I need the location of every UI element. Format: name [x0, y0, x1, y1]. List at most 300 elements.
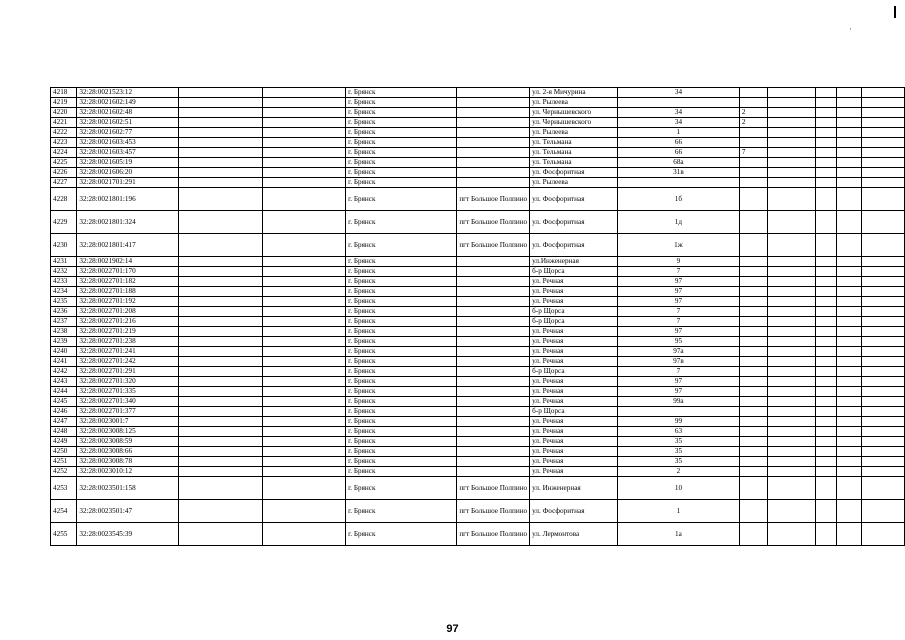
- empty-cell: [178, 523, 262, 546]
- settlement-cell: пгт Большое Полпино: [457, 523, 530, 546]
- empty-cell: [768, 138, 816, 148]
- empty-cell: [816, 168, 837, 178]
- empty-cell: [816, 211, 837, 234]
- cadastral-number-cell: 32:28:0022701:320: [77, 377, 179, 387]
- cadastral-number-cell: 32:28:0021902:14: [77, 257, 179, 267]
- street-cell: ул. Речная: [530, 427, 618, 437]
- street-cell: ул. Речная: [530, 337, 618, 347]
- scan-edge-mark: [894, 6, 896, 18]
- house-number-cell: 66: [618, 138, 740, 148]
- empty-cell: [768, 357, 816, 367]
- settlement-cell: [457, 168, 530, 178]
- empty-cell: [816, 427, 837, 437]
- city-cell: г. Брянск: [346, 307, 457, 317]
- building-cell: [739, 158, 767, 168]
- empty-cell: [836, 88, 861, 98]
- row-number-cell: 4242: [51, 367, 77, 377]
- house-number-cell: [618, 98, 740, 108]
- empty-cell: [816, 347, 837, 357]
- empty-cell: [862, 267, 905, 277]
- building-cell: [739, 417, 767, 427]
- empty-cell: [178, 257, 262, 267]
- building-cell: 2: [739, 108, 767, 118]
- empty-cell: [816, 307, 837, 317]
- empty-cell: [836, 397, 861, 407]
- building-cell: [739, 138, 767, 148]
- empty-cell: [262, 427, 345, 437]
- house-number-cell: 1ж: [618, 234, 740, 257]
- row-number-cell: 4219: [51, 98, 77, 108]
- empty-cell: [816, 234, 837, 257]
- empty-cell: [178, 457, 262, 467]
- house-number-cell: 97: [618, 287, 740, 297]
- empty-cell: [862, 523, 905, 546]
- empty-cell: [862, 148, 905, 158]
- building-cell: [739, 447, 767, 457]
- empty-cell: [836, 178, 861, 188]
- row-number-cell: 4231: [51, 257, 77, 267]
- table-row: [51, 158, 905, 168]
- empty-cell: [178, 367, 262, 377]
- empty-cell: [262, 128, 345, 138]
- house-number-cell: 97а: [618, 347, 740, 357]
- empty-cell: [862, 287, 905, 297]
- street-cell: ул. Рылеева: [530, 128, 618, 138]
- empty-cell: [178, 417, 262, 427]
- settlement-cell: [457, 347, 530, 357]
- building-cell: [739, 477, 767, 500]
- empty-cell: [862, 158, 905, 168]
- row-number-cell: 4240: [51, 347, 77, 357]
- table-row: [51, 500, 905, 523]
- table-row: [51, 417, 905, 427]
- empty-cell: [262, 277, 345, 287]
- street-cell: ул. Чернышевского: [530, 118, 618, 128]
- empty-cell: [178, 88, 262, 98]
- table-row: [51, 307, 905, 317]
- table-row: [51, 447, 905, 457]
- empty-cell: [768, 168, 816, 178]
- empty-cell: [862, 387, 905, 397]
- settlement-cell: [457, 118, 530, 128]
- city-cell: г. Брянск: [346, 297, 457, 307]
- empty-cell: [768, 297, 816, 307]
- row-number-cell: 4254: [51, 500, 77, 523]
- city-cell: г. Брянск: [346, 118, 457, 128]
- empty-cell: [262, 234, 345, 257]
- empty-cell: [178, 337, 262, 347]
- empty-cell: [768, 211, 816, 234]
- empty-cell: [862, 437, 905, 447]
- cadastral-number-cell: 32:28:0021801:196: [77, 188, 179, 211]
- empty-cell: [178, 234, 262, 257]
- empty-cell: [178, 357, 262, 367]
- row-number-cell: 4243: [51, 377, 77, 387]
- street-cell: б-р Щорса: [530, 317, 618, 327]
- empty-cell: [262, 158, 345, 168]
- empty-cell: [768, 327, 816, 337]
- empty-cell: [262, 500, 345, 523]
- cadastral-number-cell: 32:28:0022701:208: [77, 307, 179, 317]
- empty-cell: [816, 108, 837, 118]
- building-cell: [739, 128, 767, 138]
- city-cell: г. Брянск: [346, 407, 457, 417]
- empty-cell: [768, 158, 816, 168]
- street-cell: ул. Инженерная: [530, 477, 618, 500]
- row-number-cell: 4228: [51, 188, 77, 211]
- row-number-cell: 4238: [51, 327, 77, 337]
- city-cell: г. Брянск: [346, 377, 457, 387]
- house-number-cell: 99а: [618, 397, 740, 407]
- empty-cell: [862, 477, 905, 500]
- row-number-cell: 4250: [51, 447, 77, 457]
- empty-cell: [178, 307, 262, 317]
- row-number-cell: 4230: [51, 234, 77, 257]
- table-row: [51, 178, 905, 188]
- empty-cell: [768, 367, 816, 377]
- empty-cell: [768, 88, 816, 98]
- empty-cell: [816, 148, 837, 158]
- empty-cell: [862, 397, 905, 407]
- empty-cell: [178, 467, 262, 477]
- empty-cell: [862, 427, 905, 437]
- empty-cell: [816, 188, 837, 211]
- empty-cell: [836, 148, 861, 158]
- empty-cell: [836, 317, 861, 327]
- row-number-cell: 4253: [51, 477, 77, 500]
- table-row: [51, 347, 905, 357]
- house-number-cell: 1а: [618, 523, 740, 546]
- empty-cell: [178, 397, 262, 407]
- scan-edge-dot: ·: [849, 24, 852, 34]
- empty-cell: [836, 297, 861, 307]
- row-number-cell: 4245: [51, 397, 77, 407]
- empty-cell: [816, 467, 837, 477]
- empty-cell: [836, 377, 861, 387]
- empty-cell: [862, 447, 905, 457]
- cadastral-number-cell: 32:28:0022701:219: [77, 327, 179, 337]
- empty-cell: [816, 327, 837, 337]
- empty-cell: [178, 437, 262, 447]
- empty-cell: [862, 168, 905, 178]
- empty-cell: [836, 234, 861, 257]
- street-cell: ул. Фосфоритная: [530, 188, 618, 211]
- empty-cell: [262, 397, 345, 407]
- settlement-cell: [457, 297, 530, 307]
- empty-cell: [262, 267, 345, 277]
- table-row: [51, 257, 905, 267]
- empty-cell: [862, 457, 905, 467]
- empty-cell: [836, 128, 861, 138]
- city-cell: г. Брянск: [346, 178, 457, 188]
- empty-cell: [262, 118, 345, 128]
- city-cell: г. Брянск: [346, 337, 457, 347]
- empty-cell: [862, 297, 905, 307]
- house-number-cell: [618, 178, 740, 188]
- empty-cell: [862, 467, 905, 477]
- empty-cell: [816, 377, 837, 387]
- empty-cell: [836, 138, 861, 148]
- empty-cell: [768, 500, 816, 523]
- empty-cell: [262, 357, 345, 367]
- house-number-cell: 2: [618, 467, 740, 477]
- empty-cell: [862, 317, 905, 327]
- table-row: [51, 297, 905, 307]
- empty-cell: [178, 148, 262, 158]
- empty-cell: [768, 437, 816, 447]
- building-cell: 7: [739, 148, 767, 158]
- row-number-cell: 4234: [51, 287, 77, 297]
- building-cell: [739, 367, 767, 377]
- city-cell: г. Брянск: [346, 234, 457, 257]
- empty-cell: [836, 477, 861, 500]
- street-cell: ул. Речная: [530, 397, 618, 407]
- cadastral-number-cell: 32:28:0022701:182: [77, 277, 179, 287]
- city-cell: г. Брянск: [346, 447, 457, 457]
- city-cell: г. Брянск: [346, 437, 457, 447]
- city-cell: г. Брянск: [346, 168, 457, 178]
- empty-cell: [862, 188, 905, 211]
- empty-cell: [262, 287, 345, 297]
- empty-cell: [768, 148, 816, 158]
- house-number-cell: 31в: [618, 168, 740, 178]
- empty-cell: [262, 457, 345, 467]
- empty-cell: [768, 447, 816, 457]
- city-cell: г. Брянск: [346, 427, 457, 437]
- settlement-cell: [457, 337, 530, 347]
- empty-cell: [816, 417, 837, 427]
- cadastral-number-cell: 32:28:0023501:47: [77, 500, 179, 523]
- table-row: [51, 437, 905, 447]
- empty-cell: [262, 297, 345, 307]
- cadastral-number-cell: 32:28:0022701:192: [77, 297, 179, 307]
- empty-cell: [262, 477, 345, 500]
- settlement-cell: [457, 457, 530, 467]
- cadastral-number-cell: 32:28:0021602:51: [77, 118, 179, 128]
- empty-cell: [768, 477, 816, 500]
- building-cell: [739, 267, 767, 277]
- empty-cell: [816, 277, 837, 287]
- empty-cell: [836, 277, 861, 287]
- row-number-cell: 4220: [51, 108, 77, 118]
- empty-cell: [816, 118, 837, 128]
- cadastral-number-cell: 32:28:0021801:417: [77, 234, 179, 257]
- row-number-cell: 4218: [51, 88, 77, 98]
- cadastral-number-cell: 32:28:0021602:77: [77, 128, 179, 138]
- city-cell: г. Брянск: [346, 108, 457, 118]
- empty-cell: [262, 467, 345, 477]
- row-number-cell: 4239: [51, 337, 77, 347]
- page-number: 97: [446, 623, 459, 635]
- empty-cell: [262, 407, 345, 417]
- empty-cell: [178, 447, 262, 457]
- street-cell: ул. Речная: [530, 287, 618, 297]
- cadastral-number-cell: 32:28:0023008:59: [77, 437, 179, 447]
- row-number-cell: 4235: [51, 297, 77, 307]
- row-number-cell: 4227: [51, 178, 77, 188]
- empty-cell: [178, 387, 262, 397]
- table-row: [51, 327, 905, 337]
- building-cell: [739, 337, 767, 347]
- city-cell: г. Брянск: [346, 467, 457, 477]
- empty-cell: [768, 287, 816, 297]
- empty-cell: [836, 357, 861, 367]
- street-cell: ул.Инженерная: [530, 257, 618, 267]
- house-number-cell: 34: [618, 108, 740, 118]
- building-cell: [739, 387, 767, 397]
- empty-cell: [262, 317, 345, 327]
- empty-cell: [836, 327, 861, 337]
- empty-cell: [836, 188, 861, 211]
- empty-cell: [178, 158, 262, 168]
- street-cell: ул. Фосфоритная: [530, 500, 618, 523]
- empty-cell: [262, 337, 345, 347]
- empty-cell: [816, 500, 837, 523]
- settlement-cell: [457, 377, 530, 387]
- empty-cell: [768, 427, 816, 437]
- empty-cell: [178, 267, 262, 277]
- empty-cell: [862, 337, 905, 347]
- empty-cell: [836, 257, 861, 267]
- table-row: [51, 523, 905, 546]
- street-cell: б-р Щорса: [530, 407, 618, 417]
- empty-cell: [816, 98, 837, 108]
- empty-cell: [178, 108, 262, 118]
- empty-cell: [178, 377, 262, 387]
- table-row: [51, 287, 905, 297]
- cadastral-number-cell: 32:28:0022701:242: [77, 357, 179, 367]
- house-number-cell: [618, 407, 740, 417]
- empty-cell: [262, 211, 345, 234]
- empty-cell: [836, 307, 861, 317]
- city-cell: г. Брянск: [346, 477, 457, 500]
- street-cell: б-р Щорса: [530, 367, 618, 377]
- empty-cell: [768, 307, 816, 317]
- empty-cell: [862, 377, 905, 387]
- cadastral-number-cell: 32:28:0021701:291: [77, 178, 179, 188]
- empty-cell: [836, 347, 861, 357]
- table-row: [51, 457, 905, 467]
- empty-cell: [836, 287, 861, 297]
- row-number-cell: 4233: [51, 277, 77, 287]
- row-number-cell: 4246: [51, 407, 77, 417]
- empty-cell: [768, 397, 816, 407]
- house-number-cell: 63: [618, 427, 740, 437]
- empty-cell: [836, 523, 861, 546]
- empty-cell: [816, 457, 837, 467]
- empty-cell: [862, 357, 905, 367]
- street-cell: ул. Тельмана: [530, 148, 618, 158]
- building-cell: [739, 277, 767, 287]
- building-cell: [739, 327, 767, 337]
- building-cell: [739, 317, 767, 327]
- empty-cell: [862, 367, 905, 377]
- empty-cell: [768, 98, 816, 108]
- city-cell: г. Брянск: [346, 267, 457, 277]
- cadastral-number-cell: 32:28:0022701:238: [77, 337, 179, 347]
- building-cell: [739, 88, 767, 98]
- house-number-cell: 1д: [618, 211, 740, 234]
- empty-cell: [836, 437, 861, 447]
- cadastral-number-cell: 32:28:0022701:170: [77, 267, 179, 277]
- city-cell: г. Брянск: [346, 128, 457, 138]
- city-cell: г. Брянск: [346, 148, 457, 158]
- empty-cell: [768, 457, 816, 467]
- building-cell: [739, 377, 767, 387]
- city-cell: г. Брянск: [346, 327, 457, 337]
- empty-cell: [178, 477, 262, 500]
- table-row: [51, 467, 905, 477]
- city-cell: г. Брянск: [346, 138, 457, 148]
- house-number-cell: 7: [618, 317, 740, 327]
- building-cell: [739, 297, 767, 307]
- settlement-cell: пгт Большое Полпино: [457, 188, 530, 211]
- city-cell: г. Брянск: [346, 88, 457, 98]
- empty-cell: [178, 297, 262, 307]
- table-row: [51, 211, 905, 234]
- empty-cell: [768, 377, 816, 387]
- empty-cell: [262, 417, 345, 427]
- empty-cell: [862, 417, 905, 427]
- empty-cell: [816, 267, 837, 277]
- building-cell: [739, 523, 767, 546]
- cadastral-number-cell: 32:28:0021801:324: [77, 211, 179, 234]
- row-number-cell: 4248: [51, 427, 77, 437]
- house-number-cell: 10: [618, 477, 740, 500]
- empty-cell: [836, 417, 861, 427]
- empty-cell: [816, 397, 837, 407]
- empty-cell: [178, 128, 262, 138]
- empty-cell: [862, 347, 905, 357]
- street-cell: ул. Тельмана: [530, 138, 618, 148]
- cadastral-number-cell: 32:28:0023501:158: [77, 477, 179, 500]
- empty-cell: [178, 168, 262, 178]
- settlement-cell: [457, 437, 530, 447]
- row-number-cell: 4249: [51, 437, 77, 447]
- empty-cell: [178, 178, 262, 188]
- empty-cell: [768, 234, 816, 257]
- building-cell: [739, 437, 767, 447]
- table-row: [51, 88, 905, 98]
- empty-cell: [862, 118, 905, 128]
- street-cell: ул. Речная: [530, 457, 618, 467]
- empty-cell: [816, 287, 837, 297]
- settlement-cell: [457, 447, 530, 457]
- cadastral-number-cell: 32:28:0023008:66: [77, 447, 179, 457]
- street-cell: ул. Фосфоритная: [530, 168, 618, 178]
- cadastral-number-cell: 32:28:0022701:291: [77, 367, 179, 377]
- empty-cell: [816, 367, 837, 377]
- table-row: [51, 387, 905, 397]
- empty-cell: [816, 407, 837, 417]
- table-row: [51, 168, 905, 178]
- empty-cell: [768, 108, 816, 118]
- settlement-cell: [457, 287, 530, 297]
- empty-cell: [768, 407, 816, 417]
- street-cell: б-р Щорса: [530, 267, 618, 277]
- street-cell: ул. Рылеева: [530, 98, 618, 108]
- cadastral-number-cell: 32:28:0022701:216: [77, 317, 179, 327]
- street-cell: ул. Речная: [530, 357, 618, 367]
- empty-cell: [816, 337, 837, 347]
- empty-cell: [862, 108, 905, 118]
- empty-cell: [178, 427, 262, 437]
- row-number-cell: 4241: [51, 357, 77, 367]
- empty-cell: [178, 317, 262, 327]
- street-cell: ул. Речная: [530, 417, 618, 427]
- empty-cell: [262, 523, 345, 546]
- settlement-cell: [457, 357, 530, 367]
